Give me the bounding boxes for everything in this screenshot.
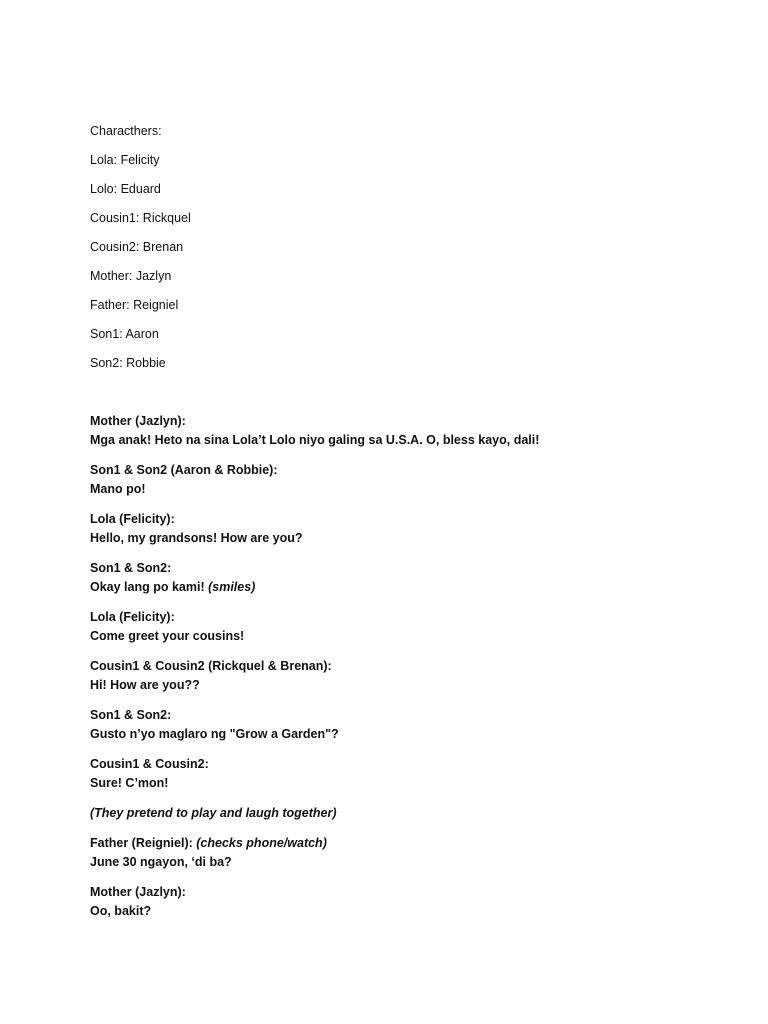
speaker-line-wrap [90, 834, 710, 853]
character-lolo: Lolo: Eduard [90, 182, 161, 196]
character-son1: Son1: Aaron [90, 327, 159, 341]
speaker-label: Cousin1 & Cousin2 (Rickquel & Brenan): [90, 659, 332, 673]
dialogue-father-1 [90, 834, 710, 872]
character-father: Father: Reigniel [90, 298, 179, 312]
character-cousin1: Cousin1: Rickquel [90, 211, 191, 225]
dialogue-line: Hi! How are you?? [90, 678, 200, 692]
dialogue-line: Oo, bakit? [90, 904, 152, 918]
dialogue-sons-1 [90, 461, 710, 499]
document-body [90, 122, 710, 932]
dialogue-line: Come greet your cousins! [90, 629, 245, 643]
dialogue-line: Mga anak! Heto na sina Lola’t Lolo niyo galing sa U.S.A. O, bless kayo, dali! [90, 433, 540, 447]
dialogue-line: Sure! C’mon! [90, 776, 169, 790]
dialogue-line-wrap [90, 578, 710, 597]
dialogue-cousins-2 [90, 755, 710, 793]
speaker-label: Lola (Felicity): [90, 512, 175, 526]
dialogue-sons-2 [90, 559, 710, 597]
stage-direction: (They pretend to play and laugh together) [90, 806, 337, 820]
dialogue-cousins-1 [90, 657, 710, 695]
stage-direction-block [90, 804, 710, 823]
dialogue-lola-1 [90, 510, 710, 548]
dialogue-mother-2 [90, 883, 710, 921]
speaker-label: Mother (Jazlyn): [90, 885, 186, 899]
dialogue-lola-2 [90, 608, 710, 646]
speaker-label: Lola (Felicity): [90, 610, 175, 624]
character-mother: Mother: Jazlyn [90, 269, 172, 283]
character-cousin2: Cousin2: Brenan [90, 240, 184, 254]
characters-heading: Characthers: [90, 124, 162, 138]
dialogue-mother-1 [90, 412, 710, 450]
section-spacer [90, 383, 710, 412]
dialogue-line: Okay lang po kami! [90, 580, 209, 594]
dialogue-line: June 30 ngayon, ‘di ba? [90, 855, 232, 869]
stage-direction: (checks phone/watch) [196, 836, 327, 850]
speaker-label: Father (Reigniel): [90, 836, 197, 850]
dialogue-sons-3 [90, 706, 710, 744]
dialogue-line: Hello, my grandsons! How are you? [90, 531, 303, 545]
speaker-label: Son1 & Son2: [90, 561, 172, 575]
speaker-label: Son1 & Son2: [90, 708, 172, 722]
dialogue-line: Mano po! [90, 482, 146, 496]
dialogue-line: Gusto n’yo maglaro ng "Grow a Garden"? [90, 727, 339, 741]
speaker-label: Cousin1 & Cousin2: [90, 757, 209, 771]
stage-direction: (smiles) [208, 580, 256, 594]
character-lola: Lola: Felicity [90, 153, 160, 167]
speaker-label: Son1 & Son2 (Aaron & Robbie): [90, 463, 278, 477]
speaker-label: Mother (Jazlyn): [90, 414, 186, 428]
character-son2: Son2: Robbie [90, 356, 166, 370]
